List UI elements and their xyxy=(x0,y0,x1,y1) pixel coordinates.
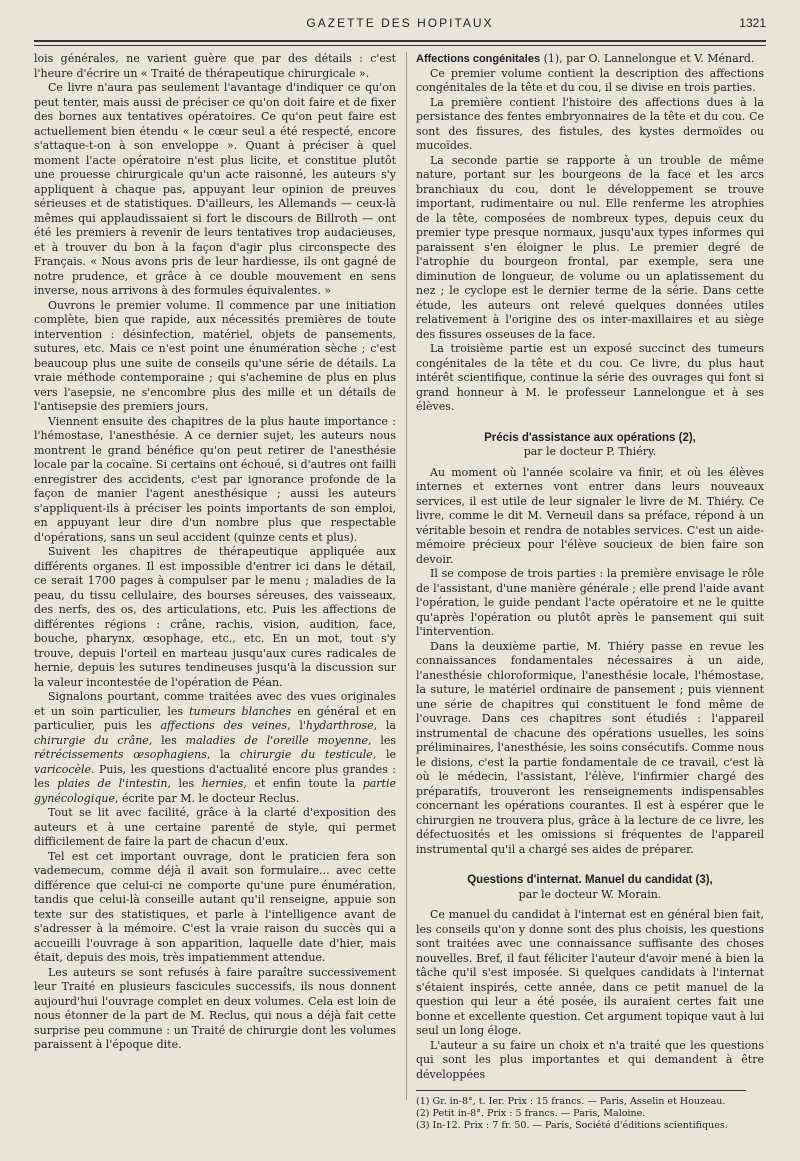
section-heading: Précis d'assistance aux opérations (2), xyxy=(484,431,696,444)
paragraph: Dans la deuxième partie, M. Thiéry passe en revue les connaissances fondamentales nécessaires à un aide, l'anesthésie chloroformique, l'anesthésie locale, l'hémostase, la suture, le matériel ordinaire de pansement ; puis viennent une série de chapitres qui constituent le fond même de l'ouvrage. Dans ces chapitres sont étudiés : l'appareil instrumental de chacune des opérations usuelles, les soins préliminaires, l'anesthésie, les soins consécutifs. Comme nous le disions, c'est la partie fondamentale de ce travail, c'est là où le médecin, l'assistant, l'élève, l'infirmier chargé des préparatifs, trouveront les renseignements indispensables concernant les opérations courantes. Il est à espérer que le chirurgien ne trouvera plus, grâce à la lecture de ce livre, les défectuosités et les omissions si fréquentes de l'appareil instrumental qu'il a chargé ses aides de préparer. xyxy=(416,639,764,856)
footnote: (2) Petit in-8°. Prix : 5 francs. — Paris, Maloine. xyxy=(416,1108,646,1119)
footnote: (1) Gr. in-8°, t. Ier. Prix : 15 francs. — Paris, Asselin et Houzeau. xyxy=(416,1096,726,1107)
header-rule xyxy=(34,40,766,46)
paragraph: Au moment où l'année scolaire va finir, et où les élèves internes et externes vont entrer dans leurs nouveaux services, il est utile de leur signaler le livre de M. Thiéry. Ce livre, comme le dit M. Verneuil dans sa préface, répond à un véritable besoin et rendra de notables services. C'est un aide-mémoire précieux pour l'élève soucieux de bien faire son devoir. xyxy=(416,465,764,566)
paragraph: Suivent les chapitres de thérapeutique appliquée aux différents organes. Il est impossible d'entrer ici dans le détail, ce serait 1700 pages à compulser par le menu ; maladies de la peau, du tissu cellulaire, des bourses séreuses, des vaisseaux, des nerfs, des os, des articulations, etc. Puis les affections de différentes régions : crâne, rachis, vision, audition, face, bouche, pharynx, œsophage, etc., etc. En un mot, tout s'y trouve, depuis l'orteil en marteau jusqu'aux cures radicales de hernie, depuis les sutures tendineuses jusqu'à la discussion sur la valeur incontestée de l'opération de Péan. xyxy=(34,545,396,689)
paragraph: Tout se lit avec facilité, grâce à la clarté d'exposition des auteurs et à une certaine parenté de style, qui permet difficilement de faire la part de chacun d'eux. xyxy=(34,806,396,848)
page-number: 1321 xyxy=(739,16,766,30)
paragraph: La troisième partie est un exposé succinct des tumeurs congénitales de la tête et du cou. Ce livre, du plus haut intérêt scientifique, continue la série des ouvrages qui font si grand honneur à M. le professeur Lannelongue et à ses élèves. xyxy=(416,342,764,413)
left-column xyxy=(34,52,396,1053)
paragraph: Les auteurs se sont refusés à faire paraître successivement leur Traité en plusieurs fascicules successifs, ils nous donnent aujourd'hui l'ouvrage complet en deux volumes. Cela est loin de nous étonner de la part de M. Reclus, qui nous a déjà fait cette surprise peu commune : un Traité de chirurgie dont les volumes paraissent à l'époque dite. xyxy=(34,965,396,1051)
paragraph: L'auteur a su faire un choix et n'a traité que les questions qui sont les plus importantes et qui demandent à être développées xyxy=(416,1038,764,1081)
footnote: (3) In-12. Prix : 7 fr. 50. — Paris, Société d'éditions scientifiques. xyxy=(416,1120,728,1131)
section-heading: Questions d'internat. Manuel du candidat (3), xyxy=(467,874,713,886)
paragraph: Il se compose de trois parties : la première envisage le rôle de l'assistant, d'une manière générale ; elle prend l'aide avant l'opération, le guide pendant l'acte opératoire et ne le quitte qu'après l'opération ou plutôt après le pansement qui suit l'intervention. xyxy=(416,567,764,638)
section-byline: par le docteur W. Morain. xyxy=(518,887,662,901)
paragraph: Ce premier volume contient la description des affections congénitales de la tête et du cou, il se divise en trois parties. xyxy=(416,66,764,94)
paragraph: Ce manuel du candidat à l'internat est en général bien fait, les conseils qu'on y donne sont des plus choisis, les questions sont traitées avec une connaissance suffisante des choses nouvelles. Bref, il faut féliciter l'auteur d'avoir mené à bien la tâche qu'il s'est imposée. Si quelques candidats à l'internat s'étaient inspirés, cette année, dans ce petit manuel de la question qui leur a été posée, ils auraient certes fait une bonne et excellente question. Cet argument topique vaut à lui seul un long éloge. xyxy=(416,908,764,1037)
running-head xyxy=(0,0,800,40)
footnote-rule xyxy=(416,1090,746,1091)
paragraph: Signalons pourtant, comme traitées avec des vues originales et un soin particulier, les tumeurs blanches en général et en particulier, puis les affections des veines, l'hydarthrose, la chirurgie du crâne, les maladies de l'oreille moyenne, les rétrécissements œsophagiens, la chirurgie du testicule, le varicocèle. Puis, les questions d'actualité encore plus grandes : les plaies de l'intestin, les hernies, et enfin toute la partie gynécologique, écrite par M. le docteur Reclus. xyxy=(34,690,397,805)
right-column xyxy=(416,52,764,1132)
paragraph: Ouvrons le premier volume. Il commence par une initiation complète, bien que rapide, aux nécessités premières de toute intervention : désinfection, matériel, objets de pansements, sutures, etc. Mais ce n'est point une énumération sèche ; c'est beaucoup plus une suite de conseils qu'une série de détails. La vraie méthode contemporaine ; qui s'achemine de plus en plus vers l'asepsie, ne s'encombre plus des mille et un détails de l'antisepsie des premiers jours. xyxy=(34,298,396,413)
paragraph: Viennent ensuite des chapitres de la plus haute importance : l'hémostase, l'anesthésie. A ce dernier sujet, les auteurs nous montrent le grand bénéfice qu'on peut retirer de l'anesthésie locale par la cocaïne. Si certains ont échoué, si d'autres ont failli enregistrer des accidents, c'est par ignorance profonde de la façon de manier l'agent anesthésique ; aussi les auteurs s'appliquent-ils à préciser les points importants de son emploi, en appuyant leur dire d'un nombre plus que respectable d'opérations, sans un seul accident (quinze cents et plus). xyxy=(34,414,396,544)
paragraph: Ce livre n'aura pas seulement l'avantage d'indiquer ce qu'on peut tenter, mais aussi de préciser ce qu'on doit faire et de fixer des bornes aux tentatives opératoires. Ce qu'on peut faire est actuellement bien étendu « le cœur seul a été respecté, encore s'attaque-t-on à son enveloppe ». Quant à préciser à quel moment l'acte opératoire n'est plus licite, et constitue plutôt une prouesse chirurgicale qu'un acte raisonné, les auteurs s'y appliquent à chaque pas, appuyant leur opinion de preuves sérieuses et de statistiques. D'ailleurs, les Allemands — ceux-là mêmes qui applaudissaient si fort le discours de Billroth — ont été les premiers à revenir de leurs tentatives trop audacieuses, et à trouver du bon à la façon d'agir plus circonspecte des Français. « Nous avons pris de leur hardiesse, ils ont gagné de notre prudence, et grâce à ce double mouvement en sens inverse, nous arrivons à des formules équivalentes. » xyxy=(34,81,396,297)
running-title: GAZETTE DES HOPITAUX xyxy=(306,16,494,30)
paragraph: lois générales, ne varient guère que par des détails : c'est l'heure d'écrire un « Traité de thérapeutique chirurgicale ». xyxy=(34,52,396,80)
paragraph: La seconde partie se rapporte à un trouble de même nature, portant sur les bourgeons de la face et les arcs branchiaux du cou, dont le développement se trouve important, rudimentaire ou nul. Elle renferme les atrophies de la tête, composées de nombreux types, depuis ceux du premier type presque normaux, jusqu'aux types informes qui paraissent s'en éloigner le plus. Le premier degré de l'atrophie du bourgeon frontal, par exemple, sera une diminution de longueur, de volume ou un aplatissement du nez ; le cyclope est le dernier terme de la série. Dans cette étude, les auteurs ont relevé quelques données utiles relativement à l'origine des os inter-maxillaires et au siège des fissures osseuses de la face. xyxy=(416,153,764,341)
column-divider xyxy=(406,52,407,1100)
paragraph: Tel est cet important ouvrage, dont le praticien fera son vademecum, comme déjà il avait son formulaire... avec cette différence que celui-ci ne comporte qu'une pure énumération, tandis que celui-là conseille autant qu'il renseigne, appuie son texte sur des statistiques, et parle à l'intelligence avant de s'adresser à la mémoire. C'est la vraie raison du succès qui a accueilli l'ouvrage à son apparition, laquelle date d'hier, mais était, depuis des mois, très impatiemment attendue. xyxy=(34,849,396,964)
section-byline: par le docteur P. Thiéry. xyxy=(523,445,657,458)
paragraph: La première contient l'histoire des affections dues à la persistance des fentes embryonnaires de la tête et du cou. Ce sont des fissures, des fistules, des kystes dermoïdes ou mucoïdes. xyxy=(416,95,764,152)
review-heading: Affections congénitales (1), par O. Lannelongue et V. Ménard. xyxy=(416,52,755,65)
